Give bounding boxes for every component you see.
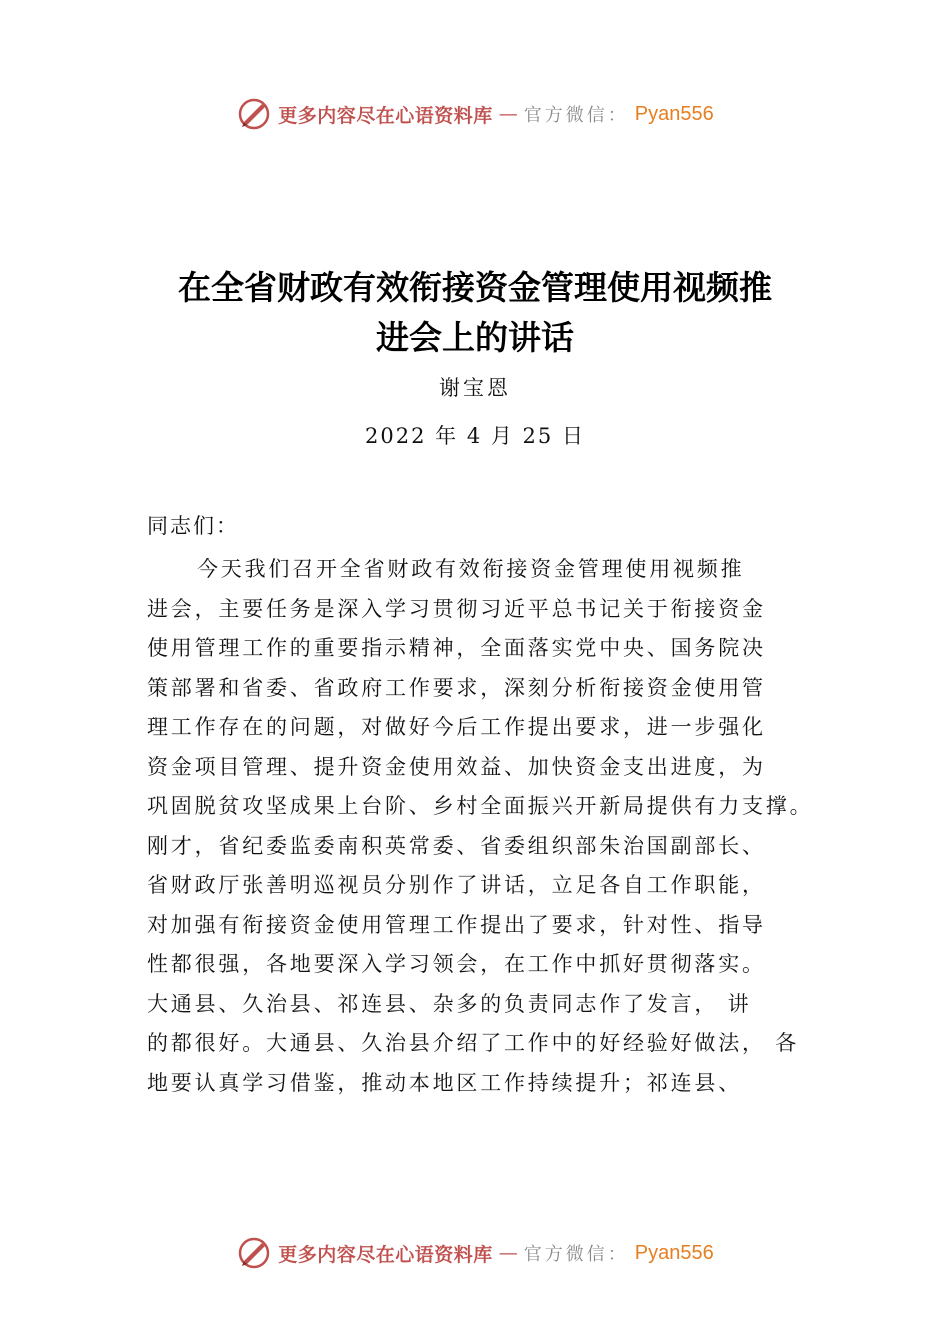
body-line: 省财政厅张善明巡视员分别作了讲话，立足各自工作职能， xyxy=(147,873,766,897)
salutation: 同志们： xyxy=(147,514,239,538)
body-line: 对加强有衔接资金使用管理工作提出了要求，针对性、指导 xyxy=(147,912,766,937)
header-wechat-id: Pyan556 xyxy=(634,102,714,125)
body-line: 的都很好。大通县、久治县介绍了工作中的好经验好做法， 各 xyxy=(147,1031,800,1055)
body-line: 今天我们召开全省财政有效衔接资金管理使用视频推 xyxy=(197,557,745,581)
document-date: 2022 年 4 月 25 日 xyxy=(365,424,585,448)
document-title-line1: 在全省财政有效衔接资金管理使用视频推 xyxy=(178,268,772,307)
footer-wechat-id: Pyan556 xyxy=(634,1241,714,1264)
body-text xyxy=(147,550,847,1103)
body-line: 性都很强，各地要深入学习领会，在工作中抓好贯彻落实。 xyxy=(147,952,766,976)
body-line: 使用管理工作的重要指示精神，全面落实党中央、国务院决 xyxy=(147,636,766,660)
footer-banner-label: 官方微信： xyxy=(523,1244,629,1265)
header-banner-text: 更多内容尽在心语资料库 xyxy=(278,104,493,127)
body-line: 刚才，省纪委监委南积英常委、省委组织部朱治国副部长、 xyxy=(147,833,766,858)
body-line: 资金项目管理、提升资金使用效益、加快资金支出进度，为 xyxy=(147,754,766,779)
body-line: 巩固脱贫攻坚成果上台阶、乡村全面振兴开新局提供有力支撑。 xyxy=(147,794,814,818)
document-author: 谢宝恩 xyxy=(439,376,511,400)
footer-banner-dash: — xyxy=(498,1242,518,1264)
body-line: 策部署和省委、省政府工作要求，深刻分析衔接资金使用管 xyxy=(147,675,766,700)
pen-logo-icon xyxy=(236,1235,272,1271)
header-banner xyxy=(0,94,950,134)
body-line: 进会，主要任务是深入学习贯彻习近平总书记关于衔接资金 xyxy=(147,596,766,621)
footer-banner-text: 更多内容尽在心语资料库 xyxy=(278,1243,493,1266)
body-line: 理工作存在的问题，对做好今后工作提出要求，进一步强化 xyxy=(147,715,766,739)
pen-logo-icon xyxy=(236,96,272,132)
document-title-line2: 进会上的讲话 xyxy=(376,318,574,357)
header-banner-label: 官方微信： xyxy=(523,105,629,126)
body-line: 大通县、久治县、祁连县、杂多的负责同志作了发言， 讲 xyxy=(147,991,752,1016)
body-line: 地要认真学习借鉴，推动本地区工作持续提升；祁连县、 xyxy=(147,1070,742,1095)
footer-banner xyxy=(0,1233,950,1273)
header-banner-dash: — xyxy=(498,103,518,125)
